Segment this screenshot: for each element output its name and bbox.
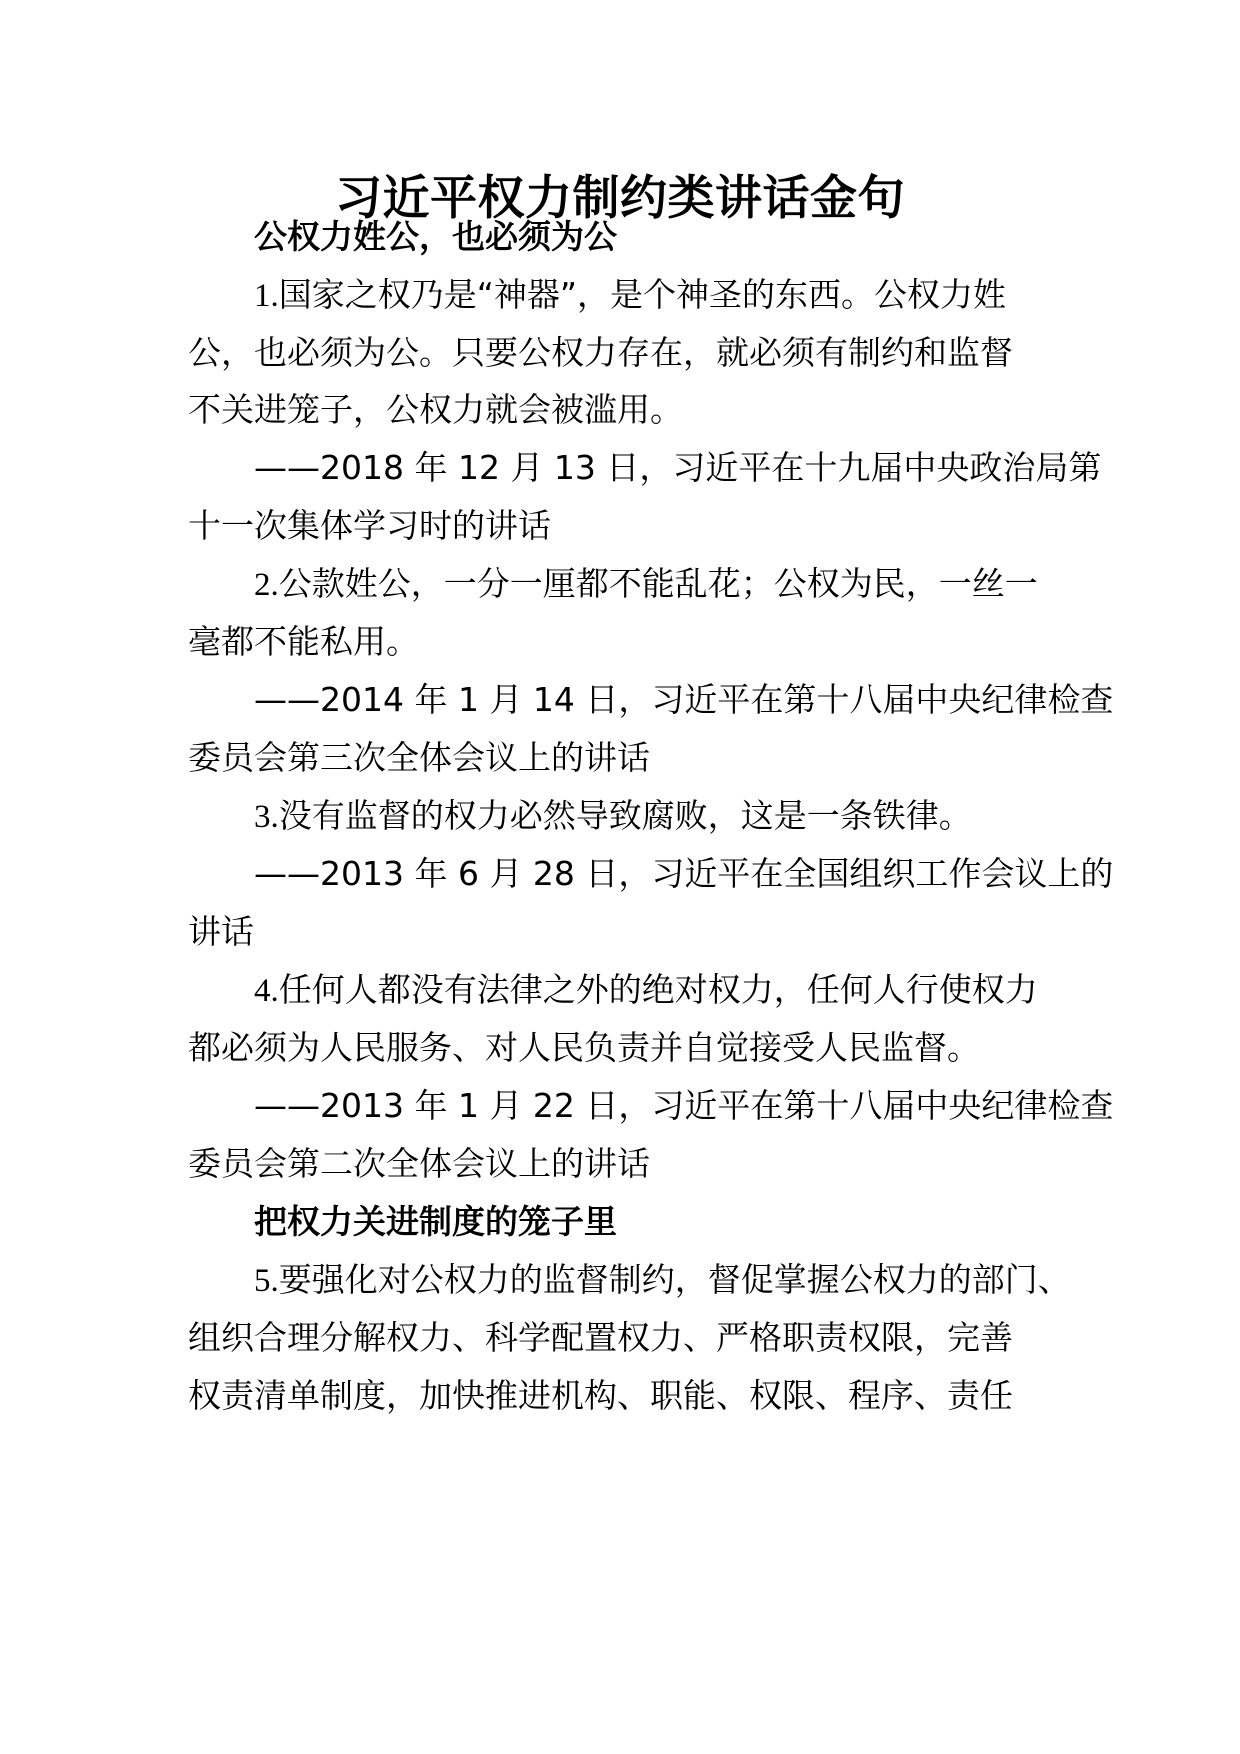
quote-line: 权责清单制度，加快推进机构、职能、权限、程序、责任 bbox=[188, 1376, 1013, 1415]
source-line: ——2013 年 1 月 22 日，习近平在第十八届中央纪律检查 bbox=[254, 1086, 1114, 1125]
quote-number: 1. bbox=[254, 278, 279, 314]
section-heading: 把权力关进制度的笼子里 bbox=[254, 1202, 617, 1241]
quote-line bbox=[254, 559, 1154, 610]
quote-line: 公，也必须为公。只要公权力存在，就必须有制约和监督 bbox=[188, 333, 1013, 372]
quote-line bbox=[254, 270, 1154, 321]
source-line: 委员会第三次全体会议上的讲话 bbox=[188, 738, 650, 777]
quote-text: 国家之权乃是“神器”，是个神圣的东西。公权力姓 bbox=[278, 275, 1006, 314]
section-heading: 公权力姓公，也必须为公 bbox=[254, 217, 617, 256]
quote-number: 3. bbox=[254, 799, 279, 835]
quote-text: 公款姓公，一分一厘都不能乱花；公权为民，一丝一 bbox=[278, 564, 1038, 603]
document-title: 习近平权力制约类讲话金句 bbox=[335, 171, 905, 226]
quote-text: 没有监督的权力必然导致腐败，这是一条铁律。 bbox=[278, 796, 972, 835]
quote-number: 5. bbox=[254, 1263, 279, 1299]
quote-number: 4. bbox=[254, 973, 279, 1009]
quote-line bbox=[254, 965, 1154, 1016]
source-line: ——2014 年 1 月 14 日，习近平在第十八届中央纪律检查 bbox=[254, 680, 1114, 719]
quote-line: 毫都不能私用。 bbox=[188, 622, 419, 661]
quote-line: 都必须为人民服务、对人民负责并自觉接受人民监督。 bbox=[188, 1028, 980, 1067]
quote-text: 任何人都没有法律之外的绝对权力，任何人行使权力 bbox=[278, 970, 1038, 1009]
source-line: ——2013 年 6 月 28 日，习近平在全国组织工作会议上的 bbox=[254, 854, 1114, 893]
quote-text: 要强化对公权力的监督制约，督促掌握公权力的部门、 bbox=[278, 1260, 1071, 1299]
source-line: 十一次集体学习时的讲话 bbox=[188, 506, 551, 545]
quote-line: 组织合理分解权力、科学配置权力、严格职责权限，完善 bbox=[188, 1318, 1013, 1357]
quote-line bbox=[254, 1255, 1154, 1306]
quote-number: 2. bbox=[254, 567, 279, 603]
source-line: 委员会第二次全体会议上的讲话 bbox=[188, 1144, 650, 1183]
quote-line bbox=[254, 791, 1154, 842]
quote-line: 不关进笼子，公权力就会被滥用。 bbox=[188, 390, 683, 429]
source-line: ——2018 年 12 月 13 日，习近平在十九届中央政治局第 bbox=[254, 448, 1102, 487]
source-line: 讲话 bbox=[188, 912, 254, 951]
